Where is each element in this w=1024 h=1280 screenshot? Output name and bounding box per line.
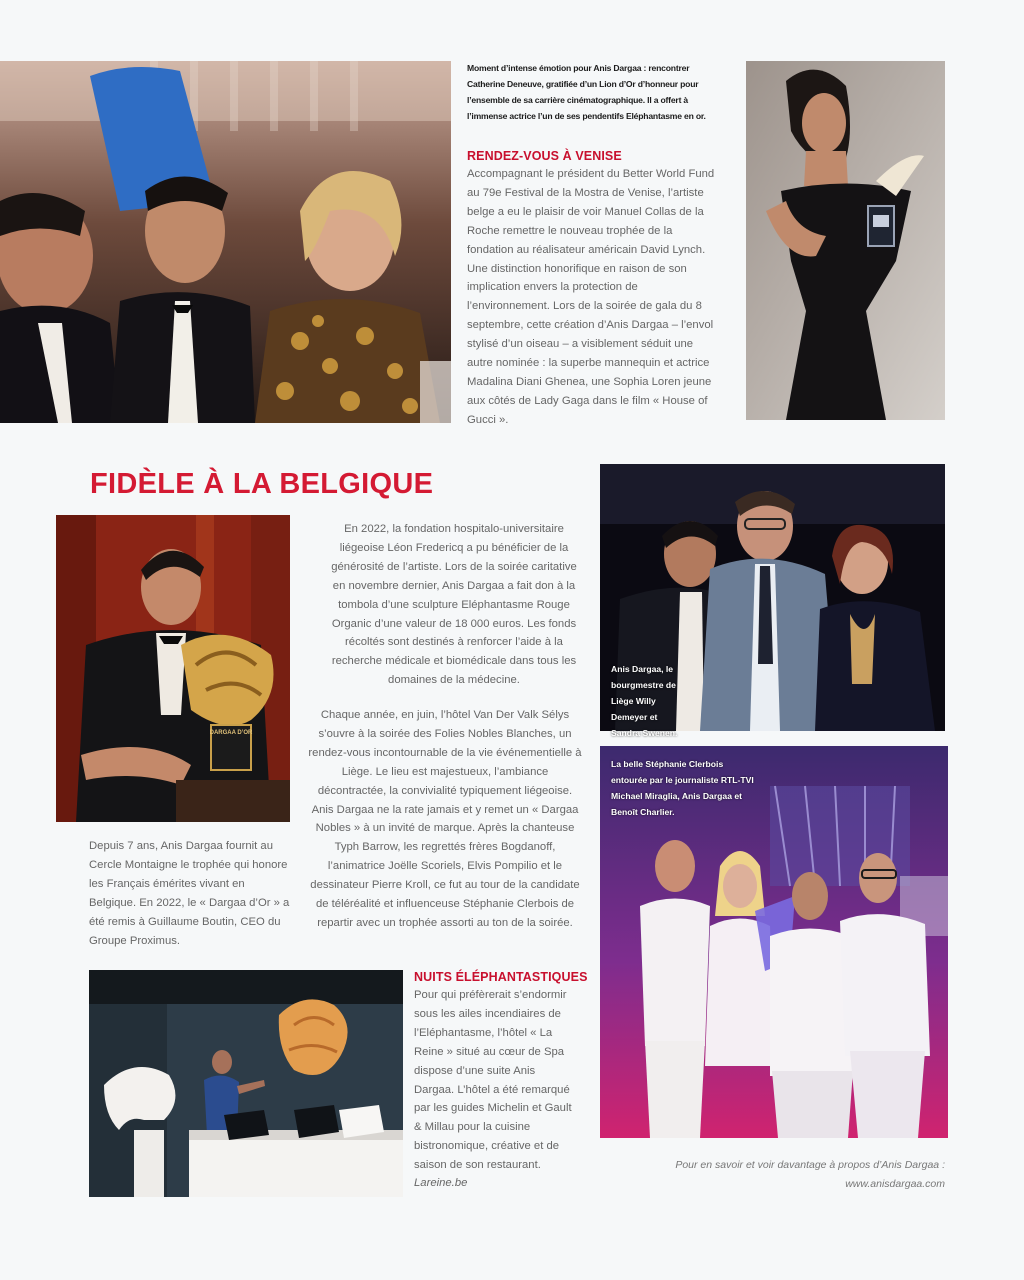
trophy-portrait-photo [56, 515, 290, 822]
mayor-photo-caption: Anis Dargaa, le bourgmestre de Liège Willy Demeyer et Sandra Swenen. [611, 664, 678, 738]
venise-kicker: RENDEZ-VOUS À VENISE [467, 149, 622, 163]
deneuve-gala-photo [0, 61, 451, 423]
section-headline: FIDÈLE À LA BELGIQUE [90, 468, 434, 500]
website-link[interactable]: www.anisdargaa.com [845, 1178, 945, 1190]
fredericq-paragraph: En 2022, la fondation hospitalo-universitaire liégeoise Léon Fredericq a pu bénéficier de la générosité de l’artiste. Lors de la soirée caritative en novembre dernier, Anis Dargaa a fait don à la tombola d’une sculpture Eléphantasme Rouge Organic d’une valeur de 18 000 euros. Les fonds récoltés sont destinés à renforcer l’aide à la recherche médicale et biomédicale dans tous les domaines de la médecine. [331, 523, 577, 687]
hotel-suite-photo [89, 970, 403, 1197]
cercle-montaigne-caption: Depuis 7 ans, Anis Dargaa fournit au Cercle Montaigne le trophée qui honore les Français émérites vivant en Belgique. En 2022, le « Dargaa d’Or » a été remis à Guillaume Boutin, CEO du Groupe Proximus. [89, 840, 290, 947]
nuits-kicker: NUITS ÉLÉPHANTASTIQUES [414, 970, 588, 984]
footer-line-1: Pour en savoir et voir davantage à propos d’Anis Dargaa : [675, 1159, 945, 1171]
venise-body: Accompagnant le président du Better World Fund au 79e Festival de la Mostra de Venise, l’artiste belge a eu le plaisir de voir Manuel Collas de la Roche remettre le nouveau trophée de la fondation au réalisateur américain David Lynch. Une distinction honorifique en raison de son implication envers la protection de l’environnement. Lors de la soirée de gala du 8 septembre, cette création d’Anis Dargaa – l’envol stylisé d’un oiseau – a visiblement séduit une autre nominée : la superbe mannequin et actrice Madalina Diani Ghenea, une Sophia Loren jeune aux côtés de Lady Gaga dans le film « House of Gucci ». [467, 168, 715, 426]
footer-note [600, 1156, 945, 1194]
party-photo-caption: La belle Stéphanie Clerbois entourée par le journaliste RTL-TVI Michael Miraglia, Anis Dargaa et Benoît Charlier. [611, 759, 754, 817]
madalina-ghenea-photo [746, 61, 945, 420]
deneuve-photo-caption: Moment d’intense émotion pour Anis Dargaa : rencontrer Catherine Deneuve, gratifiée d’un Lion d’Or d’honneur pour l’ensemble de sa carrière cinématographique. Il a offert à l’immense actrice l’un de ses pendentifs Eléphantasme en or. [467, 63, 706, 121]
lareine-link[interactable]: Lareine.be [414, 1177, 468, 1189]
nuits-body: Pour qui préfèrerait s’endormir sous les ailes incendiaires de l’Eléphantasme, l’hôtel « La Reine » situé au cœur de Spa dispose d’une suite Anis Dargaa. L’hôtel a été remarqué par les guides Michelin et Gault & Millau pour la cuisine bistronomique, créative et de saison de son restaurant. [414, 989, 572, 1172]
trophy-plaque-text: DARGAA D’OR [209, 730, 253, 736]
folies-nobles-paragraph: Chaque année, en juin, l’hôtel Van Der Valk Sélys s’ouvre à la soirée des Folies Nobles Blanches, un rendez-vous incontournable de la vie événementielle à Liège. Le lieu est majestueux, l’ambiance décontractée, la convivialité typiquement liégeoise. Anis Dargaa ne la rate jamais et y remet un « Dargaa Nobles » à un invité de marque. Après la chanteuse Typh Barrow, les regrettés frères Bogdanoff, l’animatrice Joëlle Scoriels, Elvis Pompilio et le dessinateur Pierre Kroll, ce fut au tour de la candidate de téléréalité et influenceuse Stéphanie Clerbois de repartir avec un trophée assorti au ton de la soirée. [308, 709, 582, 929]
